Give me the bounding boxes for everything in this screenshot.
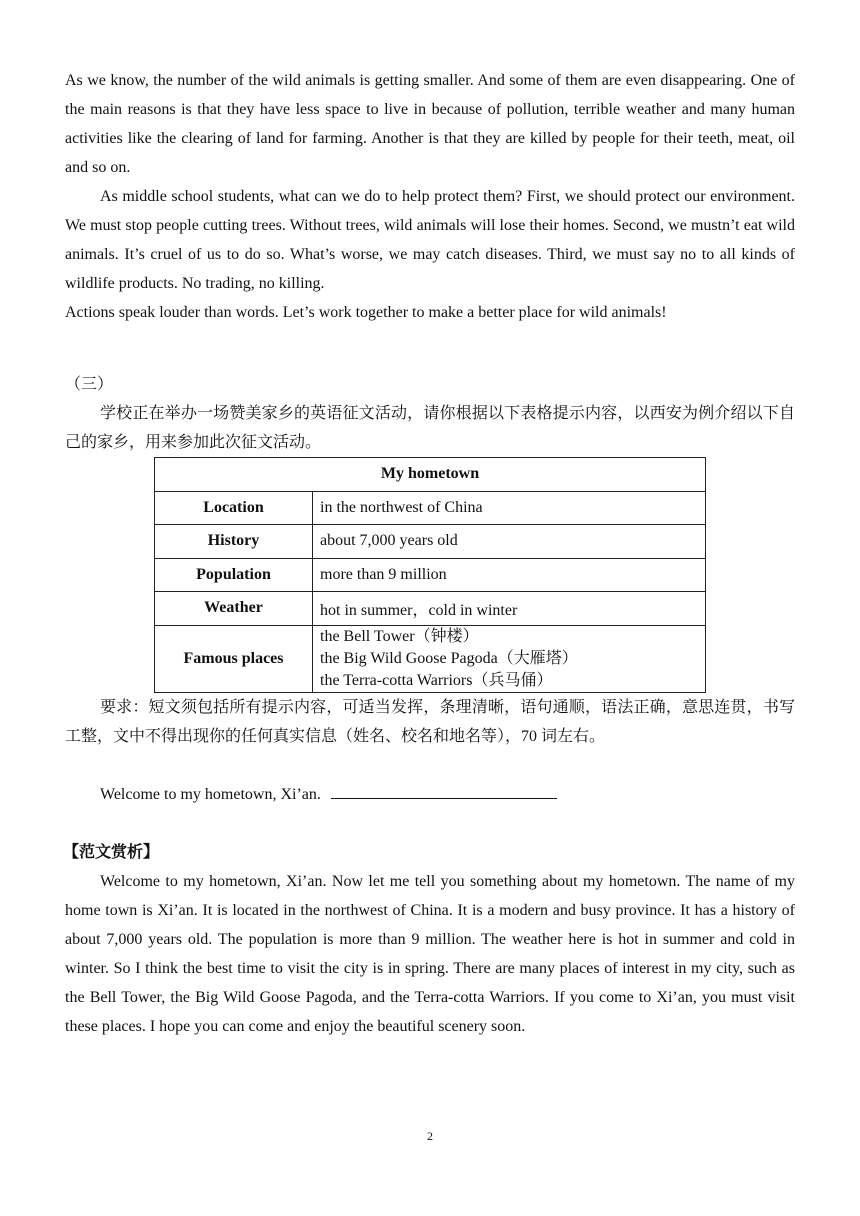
page-number: 2 — [427, 1129, 433, 1143]
table-row — [155, 625, 706, 692]
row-label-weather: Weather — [155, 592, 313, 626]
row-label-history: History — [155, 525, 313, 559]
row-label-famous-places: Famous places — [155, 625, 313, 692]
writing-starter-line — [65, 780, 795, 809]
table-row — [155, 592, 706, 626]
section-number: （三） — [65, 376, 114, 393]
writing-requirements: 要求：短文须包括所有提示内容，可适当发挥，条理清晰，语句通顺，语法正确，意思连贯，书写工整，文中不得出现你的任何真实信息（姓名、校名和地名等），70 词左右。 — [65, 698, 795, 745]
row-value-weather: hot in summer，cold in winter — [313, 592, 706, 626]
table-row — [155, 558, 706, 592]
row-value-history: about 7,000 years old — [313, 525, 706, 559]
paragraph-conclusion: Actions speak louder than words. Let’s work together to make a better place for wild animals! — [65, 304, 667, 321]
paragraph-protect-suggestions: As middle school students, what can we do to help protect them? First, we should protect our environment. We must stop people cutting trees. Without trees, wild animals will lose their homes. Second, we mustn’t eat wild animals. It’s cruel of us to do so. What’s worse, we may catch diseases. Third, we must say no to all kinds of wildlife products. No trading, no killing. — [65, 188, 795, 292]
model-essay-title: 【范文赏析】 — [63, 843, 160, 861]
famous-place-item: the Bell Tower（钟楼） — [320, 627, 479, 645]
row-value-location: in the northwest of China — [313, 491, 706, 525]
table-title: My hometown — [155, 458, 706, 492]
hometown-table — [154, 457, 706, 693]
table-row — [155, 525, 706, 559]
row-value-famous-places — [313, 625, 706, 692]
model-essay-text: Welcome to my hometown, Xi’an. Now let me tell you something about my hometown. The name of my home town is Xi’an. It is located in the northwest of China. It is a modern and busy province. It has a history of about 7,000 years old. The population is more than 9 million. The weather here is hot in summer and cold in winter. So I think the best time to visit the city is in spring. There are many places of interest in my city, such as the Bell Tower, the Big Wild Goose Pagoda, and the Terra-cotta Warriors. If you come to Xi’an, you must visit these places. I hope you can come and enjoy the beautiful scenery soon. — [65, 872, 795, 1035]
row-value-population: more than 9 million — [313, 558, 706, 592]
writing-instruction: 学校正在举办一场赞美家乡的英语征文活动，请你根据以下表格提示内容，以西安为例介绍以下自己的家乡，用来参加此次征文活动。 — [65, 405, 795, 451]
row-label-location: Location — [155, 491, 313, 525]
paragraph-wild-animals-intro: As we know, the number of the wild animals is getting smaller. And some of them are even disappearing. One of the main reasons is that they have less space to live in because of pollution, terrible weather and many human activities like the clearing of land for farming. Another is that they are killed by people for their teeth, meat, oil and so on. — [65, 72, 795, 176]
answer-blank[interactable] — [331, 780, 557, 799]
starter-sentence: Welcome to my hometown, Xi’an. — [100, 785, 321, 803]
famous-place-item: the Big Wild Goose Pagoda（大雁塔） — [320, 649, 578, 667]
row-label-population: Population — [155, 558, 313, 592]
table-row — [155, 491, 706, 525]
document-page — [65, 66, 795, 1041]
famous-place-item: the Terra-cotta Warriors（兵马俑） — [320, 671, 553, 689]
